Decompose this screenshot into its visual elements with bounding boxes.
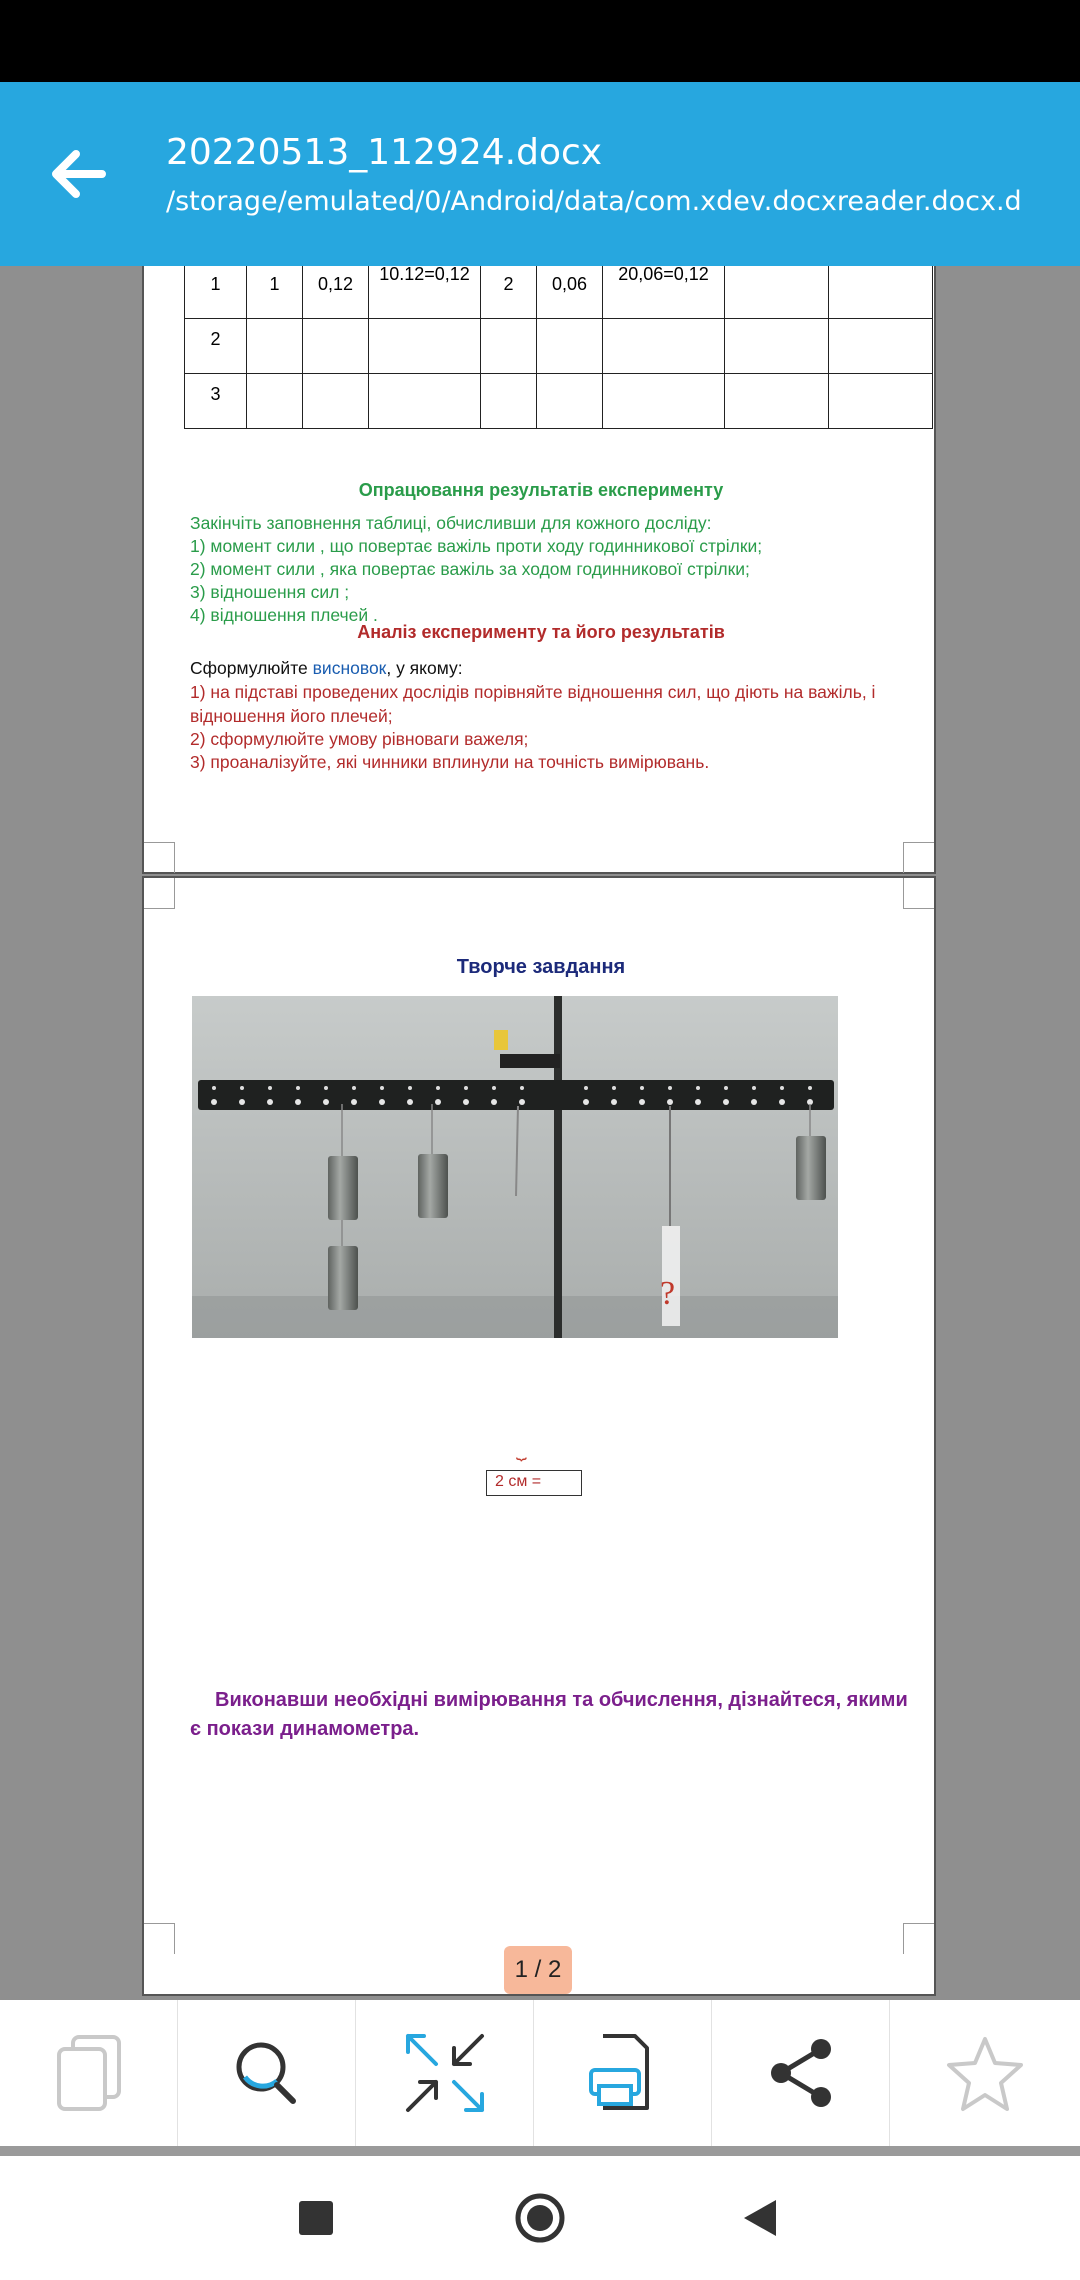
table-cell: 1 <box>185 266 247 318</box>
margin-corner <box>144 1923 175 1954</box>
table-cell: 0,06 <box>537 266 603 318</box>
processing-line: 2) момент сили , яка повертає важіль за ходом годинникової стрілки; <box>190 559 750 579</box>
results-table <box>184 266 933 429</box>
unknown-force-mark: ? <box>660 1275 676 1312</box>
table-cell <box>369 373 481 428</box>
conclusion-prefix: Сформулюйте <box>190 658 313 678</box>
document-page-1 <box>142 266 936 874</box>
table-cell <box>725 266 829 318</box>
lever-image <box>192 996 838 1338</box>
analysis-line: 3) проаналізуйте, які чинники вплинули на точність вимірювань. <box>190 752 710 772</box>
margin-corner <box>903 878 934 909</box>
fit-screen-icon <box>400 2028 490 2118</box>
table-cell: 20,06=0,12 <box>603 266 725 318</box>
table-cell <box>603 318 725 373</box>
margin-corner <box>144 878 175 909</box>
bottom-toolbar <box>0 2000 1080 2156</box>
table-cell: 3 <box>185 373 247 428</box>
fit-screen-button[interactable] <box>356 2000 534 2146</box>
table-cell <box>303 318 369 373</box>
arrow-left-icon <box>44 140 112 208</box>
star-icon <box>945 2033 1025 2113</box>
table-cell <box>725 318 829 373</box>
table-cell <box>829 318 933 373</box>
conclusion-suffix: , у якому: <box>386 658 463 678</box>
file-title: 20220513_112924.docx <box>166 132 603 173</box>
app-bar <box>0 82 1080 266</box>
system-nav-bar <box>0 2156 1080 2280</box>
margin-corner <box>144 842 175 873</box>
file-path: /storage/emulated/0/Android/data/com.xdev.docxreader.docx.d <box>166 186 1022 217</box>
home-circle-icon <box>514 2192 566 2244</box>
table-cell <box>247 373 303 428</box>
pages-button[interactable] <box>0 2000 178 2146</box>
table-cell <box>481 373 537 428</box>
conclusion-intro <box>190 658 463 679</box>
share-button[interactable] <box>712 2000 890 2146</box>
analysis-line: 2) сформулюйте умову рівноваги важеля; <box>190 729 529 749</box>
processing-line: 3) відношення сил ; <box>190 582 350 602</box>
table-cell <box>603 373 725 428</box>
table-cell: 1 <box>247 266 303 318</box>
table-cell <box>829 266 933 318</box>
table-cell <box>247 318 303 373</box>
home-button[interactable] <box>514 2192 566 2249</box>
margin-corner <box>903 842 934 873</box>
print-icon <box>583 2030 663 2116</box>
processing-line: Закінчіть заповнення таблиці, обчисливши для кожного досліду: <box>190 513 712 533</box>
table-cell <box>369 318 481 373</box>
processing-heading: Опрацювання результатів експерименту <box>358 480 724 500</box>
print-button[interactable] <box>534 2000 712 2146</box>
table-cell <box>537 318 603 373</box>
table-cell <box>537 373 603 428</box>
conclusion-keyword: висновок <box>312 658 387 678</box>
table-cell <box>303 373 369 428</box>
brace-mark: ⏟ <box>516 1440 527 1460</box>
analysis-line: 1) на підставі проведених дослідів порівняйте відношення сил, що діють на важіль, і відношення його плечей; <box>190 682 876 726</box>
lever-experiment-photo <box>192 996 838 1338</box>
search-icon <box>227 2033 307 2113</box>
document-view[interactable] <box>0 266 1080 2000</box>
table-cell <box>725 373 829 428</box>
table-row <box>185 266 933 318</box>
search-button[interactable] <box>178 2000 356 2146</box>
table-cell: 2 <box>185 318 247 373</box>
recents-button[interactable] <box>298 2200 334 2241</box>
table-cell <box>829 373 933 428</box>
square-icon <box>298 2200 334 2236</box>
table-cell: 0,12 <box>303 266 369 318</box>
triangle-back-icon <box>742 2198 778 2238</box>
status-bar <box>0 0 1080 82</box>
table-cell <box>481 318 537 373</box>
table-row <box>185 318 933 373</box>
back-nav-button[interactable] <box>742 2198 778 2243</box>
bookmark-button[interactable] <box>890 2000 1080 2146</box>
table-row <box>185 373 933 428</box>
pages-icon <box>49 2031 129 2115</box>
table-cell: 2 <box>481 266 537 318</box>
table-cell: 10.12=0,12 <box>369 266 481 318</box>
processing-line: 4) відношення плечей . <box>190 605 378 625</box>
processing-line: 1) момент сили , що повертає важіль проти ходу годинникової стрілки; <box>190 536 763 556</box>
analysis-heading: Аналіз експерименту та його результатів <box>357 622 725 642</box>
length-input-box: 2 см = <box>486 1470 582 1496</box>
margin-corner <box>903 1923 934 1954</box>
page-indicator: 1 / 2 <box>504 1946 572 1994</box>
back-button[interactable] <box>44 140 112 208</box>
task-text: Виконавши необхідні вимірювання та обчислення, дізнайтеся, якими є покази динамометра. <box>190 1689 908 1740</box>
share-icon <box>761 2033 841 2113</box>
document-page-2 <box>142 876 936 1996</box>
creative-task-heading: Творче завдання <box>456 956 626 978</box>
